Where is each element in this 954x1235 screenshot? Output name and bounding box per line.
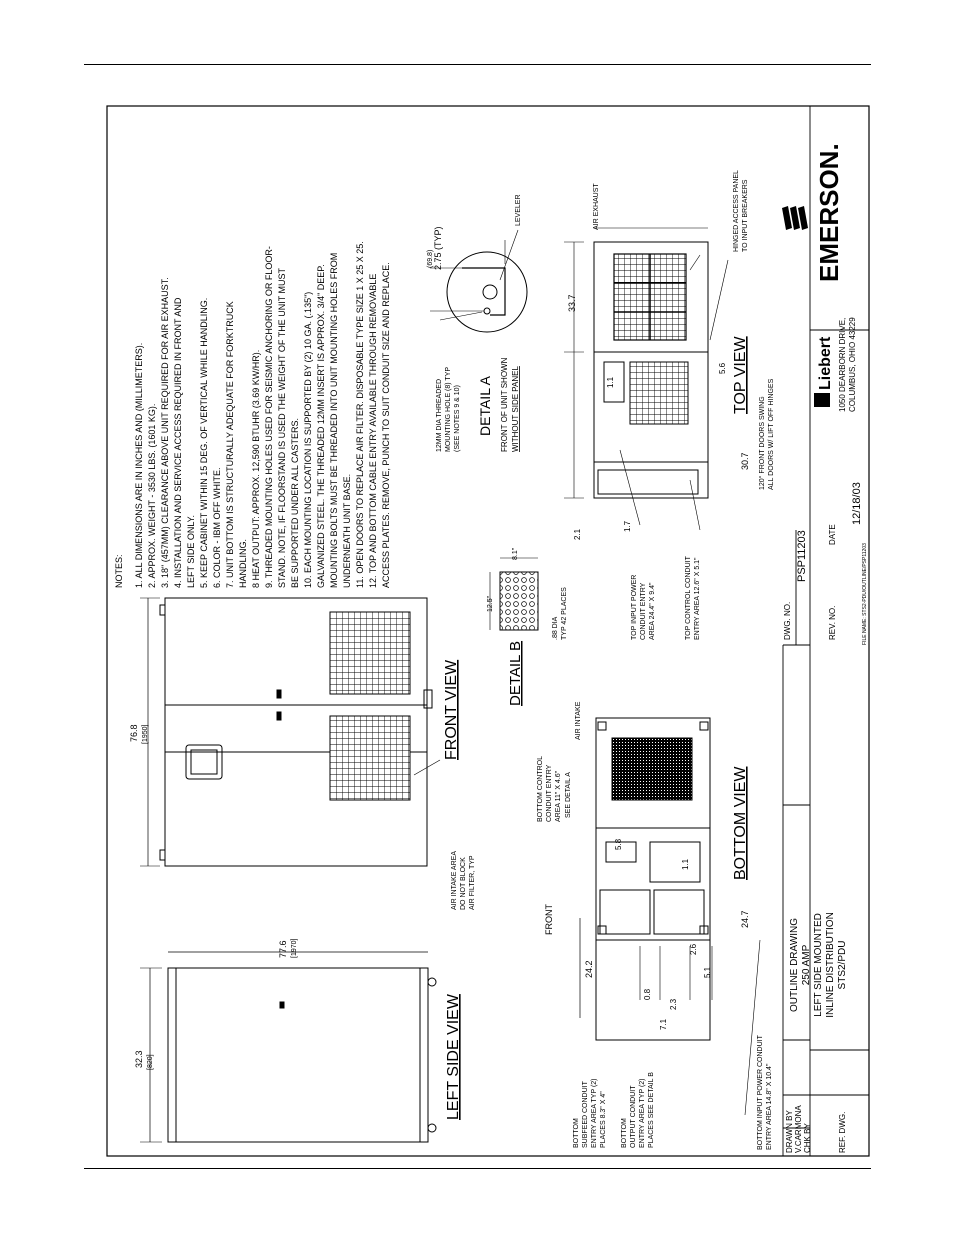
dim-detail-b-12-5: 12.5" — [487, 595, 494, 612]
address-line-2: COLUMBUS, OHIO 43229 — [848, 317, 857, 412]
top-view-label: TOP VIEW — [732, 336, 749, 414]
dim-bottom-0-8: 0.8 — [643, 988, 652, 1000]
callout-output-3: ENTRY AREA TYP (2) — [639, 1078, 646, 1148]
dim-top-1-1: 1.1 — [606, 376, 615, 388]
note-9-cont: STAND. NOTE, IF FLOORSTAND IS USED THE WEIGHT OF THE UNIT MUST — [277, 267, 287, 588]
callout-subfeed-2: SUBFEED CONDUIT — [582, 1081, 589, 1148]
callout-mount-2: MOUNTING HOLE (8) TYP — [445, 366, 452, 452]
left-side-view — [140, 952, 436, 1142]
note-5: 5. KEEP CABINET WITHIN 15 DEG. OF VERTICAL WHILE HANDLING. — [199, 297, 209, 588]
date-value: 12/18/03 — [851, 482, 863, 525]
callout-output-1: BOTTOM — [621, 1118, 628, 1148]
callout-bottom-control-1: BOTTOM CONTROL — [537, 756, 544, 822]
detail-b — [490, 558, 538, 630]
callout-top-control-1: TOP CONTROL CONDUIT — [685, 556, 692, 640]
callout-air-exhaust: AIR EXHAUST — [593, 183, 600, 230]
air-intake-grille — [612, 738, 692, 800]
air-filter-grille — [330, 612, 410, 694]
callout-detail-b-dia-2: TYP 42 PLACES — [561, 587, 568, 640]
dim-front-height-mm: [1950] — [142, 724, 149, 744]
callout-doors-2: ALL DOORS W/ LIFT OFF HINGES — [768, 378, 775, 490]
dim-bottom-2-6: 2.6 — [689, 943, 698, 955]
callout-front-unit-2: WITHOUT SIDE PANEL — [511, 366, 520, 452]
callout-front: FRONT — [544, 904, 554, 935]
note-12-cont: ACCESS PLATES. REMOVE, PUNCH TO SUIT CONDUIT SIZE AND REPLACE. — [381, 262, 391, 588]
dim-left-depth-mm: [820] — [147, 1054, 154, 1070]
note-10-cont: GALVANIZED STEEL. THE THREADED 12MM INSERT IS APPROX. 3/4" DEEP. — [316, 264, 326, 588]
dwg-no-value: PSP11203 — [796, 530, 808, 582]
note-4-cont: LEFT SIDE ONLY. — [186, 514, 196, 588]
detail-b-label: DETAIL B — [507, 640, 524, 706]
emerson-logo — [782, 143, 844, 282]
callout-top-input-1: TOP INPUT POWER — [631, 574, 638, 640]
file-name: FILE NAME: STS2-PDU/OUTLINE/PSP11203 — [862, 543, 868, 645]
dim-front-height: 76.8 — [129, 724, 139, 742]
dim-bottom-7-1: 7.1 — [659, 1018, 668, 1030]
note-12: 12. TOP AND BOTTOM CABLE ENTRY AVAILABLE THROUGH REMOVABLE — [368, 273, 378, 588]
note-10-cont-2: MOUNTING BOLTS MUST BE THREADED INTO UNIT MOUNTING HOLES FROM — [329, 252, 339, 588]
caster-icon — [428, 978, 436, 986]
detail-a — [430, 230, 527, 332]
top-input-area — [630, 362, 688, 424]
callout-air-intake: AIR INTAKE — [575, 701, 582, 740]
chk-by-label: CHK BY — [803, 1123, 812, 1153]
drawn-by-value: V.CARMONA — [794, 1105, 803, 1153]
liebert-wordmark: Liebert — [817, 336, 834, 390]
callout-hinged-2: TO INPUT BREAKERS — [742, 179, 749, 252]
bottom-view-label: BOTTOM VIEW — [732, 766, 749, 880]
title-line-1: OUTLINE DRAWING — [789, 917, 800, 1013]
emerson-wordmark: EMERSON. — [814, 143, 844, 282]
callout-subfeed-3: ENTRY AREA TYP (2) — [591, 1078, 598, 1148]
dim-top-33-7: 33.7 — [567, 294, 577, 312]
front-view — [140, 598, 440, 866]
note-7: 7. UNIT BOTTOM IS STRUCTURALLY ADEQUATE FOR FORKTRUCK — [225, 301, 235, 588]
callout-top-input-3: AREA 24.4" X 9.4" — [649, 582, 656, 640]
note-11: 11. OPEN DOORS TO REPLACE AIR FILTER. DISPOSABLE TYPE SIZE 1 X 25 X 25. — [355, 241, 365, 588]
callout-input-power-1: BOTTOM INPUT POWER CONDUIT — [757, 1035, 764, 1150]
callout-see-detail-a: SEE DETAIL A — [565, 772, 572, 818]
callout-top-control-2: ENTRY AREA 12.6" X 5.1" — [694, 557, 701, 640]
detail-a-label: DETAIL A — [477, 376, 493, 436]
date-label: DATE — [828, 524, 837, 545]
note-4: 4. INSTALLATION AND SERVICE ACCESS REQUIRED IN FRONT AND — [173, 297, 183, 588]
callout-bottom-control-2: CONDUIT ENTRY — [546, 764, 553, 822]
title-line-5: STS2/PDU — [837, 940, 848, 990]
note-8: 8 HEAT OUTPUT: APPROX. 12,590 BTUHR (3.69 KW/HR). — [251, 349, 261, 588]
dim-detail-a-mm: (69.8) — [427, 249, 434, 268]
ref-dwg-label: REF. DWG. — [838, 1111, 847, 1153]
dim-top-30-7: 30.7 — [740, 452, 750, 470]
callout-output-4: PLACES SEE DETAIL B — [648, 1072, 655, 1148]
note-9-cont-2: BE SUPPORTED UNDER ALL CASTERS. — [290, 417, 300, 588]
callout-subfeed-1: BOTTOM — [573, 1118, 580, 1148]
note-10: 10. EACH MOUNTING LOCATION IS SUPPORTED BY (2) 10 GA. (.135") — [303, 291, 313, 588]
dim-detail-a-2-75: 2.75 (TYP) — [433, 226, 443, 270]
note-10-cont-3: UNDERNEATH UNIT BASE. — [342, 473, 352, 588]
dim-top-2-1: 2.1 — [573, 528, 582, 540]
drawing-title — [789, 912, 848, 1018]
dim-bottom-24-2: 24.2 — [584, 960, 594, 978]
callout-detail-b-dia-1: .88 DIA — [552, 616, 559, 640]
emerson-mark-icon — [782, 206, 808, 230]
callout-doors-1: 120° FRONT DOORS SWING — [759, 396, 766, 490]
callout-top-input-2: CONDUIT ENTRY — [640, 582, 647, 640]
dim-left-depth: 32.3 — [134, 1050, 144, 1068]
dim-detail-b-8-1: 8.1" — [512, 547, 519, 560]
caster-icon — [428, 1124, 436, 1132]
dim-left-height-mm: [1970] — [291, 938, 298, 958]
callout-do-not-block: DO NOT BLOCK — [460, 857, 467, 910]
callout-input-power-2: ENTRY AREA 14.8" X 10.4" — [766, 1063, 773, 1150]
note-6: 6. COLOR - IBM OFF WHITE. — [212, 467, 222, 588]
callout-air-filter-typ: AIR FILTER, TYP — [469, 855, 476, 910]
title-line-2: 250 AMP — [801, 944, 812, 986]
dim-bottom-5-1: 5.1 — [703, 966, 712, 978]
notes — [114, 241, 391, 588]
address-line-1: 1050 DEARBORN DRIVE, — [838, 317, 847, 412]
dim-left-height: 77.6 — [278, 940, 288, 958]
liebert-logo — [814, 317, 857, 412]
note-2: 2. APPROX. WEIGHT - 3530 LBS. (1601 KG). — [147, 403, 157, 588]
top-view — [564, 228, 728, 530]
note-3: 3. 18" (457MM) CLEARANCE ABOVE UNIT REQUIRED FOR AIR EXHAUST. — [160, 277, 170, 588]
callout-mount-1: 12MM DIA THREADED — [436, 379, 443, 452]
note-9: 9. THREADED MOUNTING HOLES USED FOR SEISMIC ANCHORING OR FLOOR- — [264, 246, 274, 588]
callout-leveler: LEVELER — [515, 194, 522, 226]
rev-no-label: REV. NO. — [828, 605, 837, 640]
callout-bottom-control-3: AREA 11" X 4.6" — [555, 770, 562, 822]
air-filter-grille — [330, 716, 410, 800]
callout-front-unit-1: FRONT OF UNIT SHOWN — [500, 357, 509, 452]
dim-top-1-7: 1.7 — [623, 520, 632, 532]
callout-mount-3: (SEE NOTES 9 & 10) — [454, 385, 461, 452]
liebert-mark-icon — [814, 393, 830, 407]
notes-heading: NOTES: — [114, 554, 124, 588]
front-view-label: FRONT VIEW — [443, 659, 460, 760]
note-7-cont: HANDLING. — [238, 538, 248, 588]
dim-top-5-6: 5.6 — [718, 362, 727, 374]
title-line-4: INLINE DISTRIBUTION — [825, 912, 836, 1018]
dim-bottom-2-3: 2.3 — [669, 998, 678, 1010]
callout-air-intake-area: AIR INTAKE AREA — [451, 851, 458, 910]
callout-subfeed-4: PLACES 8.3" X 4" — [600, 1091, 607, 1148]
callout-output-2: OUTPUT CONDUIT — [630, 1085, 637, 1148]
left-side-view-label: LEFT SIDE VIEW — [445, 994, 462, 1120]
dwg-no-label: DWG. NO. — [783, 601, 792, 640]
callout-hinged-1: HINGED ACCESS PANEL — [733, 170, 740, 252]
dim-bottom-24-7: 24.7 — [740, 910, 750, 928]
dim-bottom-1-1: 1.1 — [681, 858, 690, 870]
note-1: 1. ALL DIMENSIONS ARE IN INCHES AND (MILLIMETERS). — [134, 342, 144, 588]
title-line-3: LEFT SIDE MOUNTED — [813, 913, 824, 1017]
dim-bottom-5-8: 5.8 — [614, 838, 623, 850]
drawn-by-label: DRAWN BY — [785, 1110, 794, 1153]
